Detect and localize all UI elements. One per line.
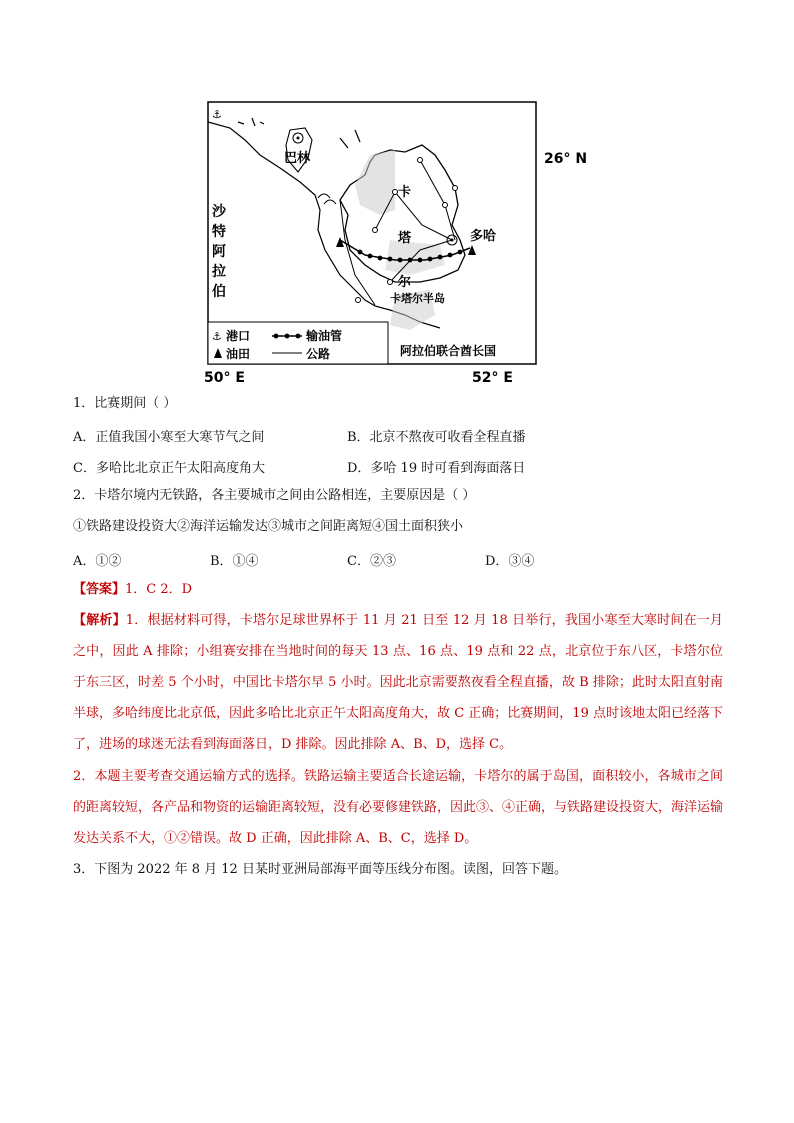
answer-tag: 【答案】 bbox=[73, 582, 126, 597]
svg-text:卡塔尔半岛: 卡塔尔半岛 bbox=[390, 292, 445, 305]
svg-text:巴林: 巴林 bbox=[284, 151, 311, 166]
svg-text:油田: 油田 bbox=[226, 347, 251, 361]
svg-text:26° N: 26° N bbox=[544, 151, 588, 167]
q1-option-d[interactable]: D．多哈 19 时可看到海面落日 bbox=[347, 461, 526, 476]
anchor-icon-top: ⚓ bbox=[212, 108, 222, 121]
q2-option-d[interactable]: D．③④ bbox=[485, 554, 535, 569]
analysis-paragraph-2: 2．本题主要考查交通运输方式的选择。铁路运输主要适合长途运输，卡塔尔的属于岛国，面积较小，各城市之间的距离较短，各产品和物资的运输距离较短，没有必要修建铁路，因此③、④正确，与铁路建设投资大，海洋运输发达关系不大，①②错误。故 D 正确，因此排除 A、B、C，选择 D。 bbox=[73, 769, 724, 846]
svg-text:拉: 拉 bbox=[212, 264, 226, 280]
map-svg bbox=[190, 100, 610, 390]
svg-text:输油管: 输油管 bbox=[306, 329, 343, 343]
analysis-paragraph-1 bbox=[73, 605, 723, 760]
svg-text:卡: 卡 bbox=[398, 185, 412, 200]
q2-option-a[interactable]: A．①② bbox=[73, 554, 122, 569]
q1-stem: 1．比赛期间（ ） bbox=[73, 396, 177, 411]
q2-items: ①铁路建设投资大②海洋运输发达③城市之间距离短④国土面积狭小 bbox=[73, 519, 464, 534]
svg-text:阿拉伯联合酋长国: 阿拉伯联合酋长国 bbox=[400, 344, 497, 358]
q1-option-b[interactable]: B．北京不熬夜可收看全程直播 bbox=[347, 430, 526, 445]
qatar-map-figure bbox=[190, 100, 610, 390]
svg-text:50° E: 50° E bbox=[204, 370, 245, 386]
svg-text:沙: 沙 bbox=[212, 204, 226, 220]
svg-text:尔: 尔 bbox=[398, 275, 412, 290]
svg-text:阿: 阿 bbox=[212, 244, 226, 260]
svg-text:特: 特 bbox=[212, 224, 226, 240]
q2-option-c[interactable]: C．②③ bbox=[347, 554, 396, 569]
q3-stem: 3．下图为 2022 年 8 月 12 日某时亚洲局部海平面等压线分布图。读图，回答下题。 bbox=[73, 862, 567, 877]
svg-text:港口: 港口 bbox=[226, 329, 251, 343]
svg-text:多哈: 多哈 bbox=[470, 229, 497, 244]
answer-text: 1．C 2．D bbox=[125, 582, 193, 597]
svg-text:塔: 塔 bbox=[398, 231, 412, 246]
q2-option-b[interactable]: B．①④ bbox=[210, 554, 259, 569]
q2-stem: 2．卡塔尔境内无铁路，各主要城市之间由公路相连，主要原因是（ ） bbox=[73, 488, 476, 503]
svg-text:⚓: ⚓ bbox=[212, 330, 222, 343]
analysis-p1-text: 1．根据材料可得，卡塔尔足球世界杯于 11 月 21 日至 12 月 18 日举行，我国小寒至大寒时间在一月之中，因此 A 排除；小组赛安排在当地时间的每天 13 点、16 点、19 点和 22 点，北京位于东八区，卡塔尔位于东三区，时差 5 个小时，中国比卡塔尔早 5 小时。因此北京需要熬夜看全程直播，故 B 排除；此时太阳直射南半球，多哈纬度比北京低，因此多哈比北京正午太阳高度角大，故 C 正确；比赛期间，19 点时该地太阳已经落下了，进场的球迷无法看到海面落日，D 排除。因此排除 A、B、D，选择 C。 bbox=[73, 613, 723, 752]
q1-option-c[interactable]: C．多哈比北京正午太阳高度角大 bbox=[73, 461, 265, 476]
svg-text:公路: 公路 bbox=[306, 347, 331, 361]
svg-text:52° E: 52° E bbox=[472, 370, 513, 386]
analysis-tag: 【解析】 bbox=[73, 613, 126, 628]
answer-line bbox=[73, 575, 192, 605]
q1-option-a[interactable]: A．正值我国小寒至大寒节气之间 bbox=[73, 430, 265, 445]
svg-text:伯: 伯 bbox=[212, 284, 226, 300]
